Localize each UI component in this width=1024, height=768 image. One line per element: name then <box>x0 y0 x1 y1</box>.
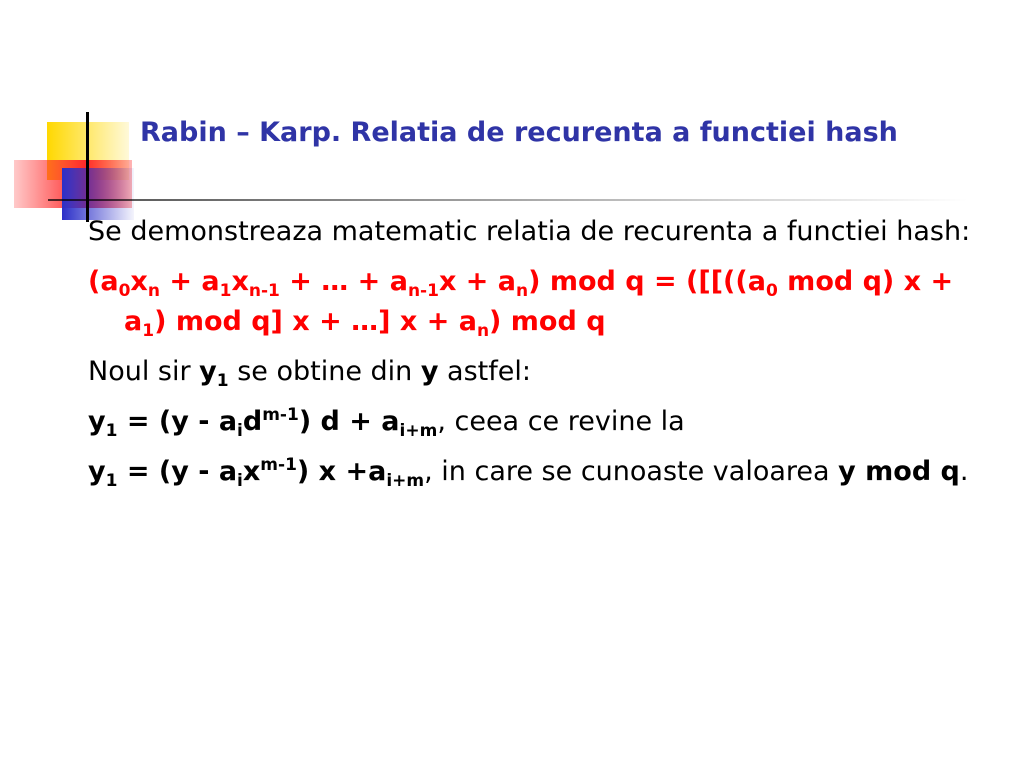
hash-recurrence-formula: ($a_0x_n + a_1x_{n-1}$ + … + $a_{n-1}x + a_n$) mod $q = ([[((a_0$ mod q) $x + a_1$) mod q] x + …] $x + a_n$) mod q <box>88 266 954 341</box>
vertical-divider-line <box>86 112 89 222</box>
intro-paragraph: Se demonstreaza matematic relatia de recurenta a functiei hash: <box>88 216 971 247</box>
slide-title: Rabin – Karp. Relatia de recurenta a functiei hash <box>140 117 898 148</box>
horizontal-divider-line <box>48 199 968 201</box>
slide-body <box>88 212 998 502</box>
equation-y1-x: $y_1 = (y - a_ix^{m-1})$ $x +a_{i+m}$, in care se cunoaste valoarea y mod q. <box>88 455 969 491</box>
equation-y1-d: $y_1 = (y - a_id^{m-1}) d + a_{i+m}$, ceea ce revine la <box>88 405 685 441</box>
new-string-paragraph: Noul sir $y_1$ se obtine din y astfel: <box>88 356 531 391</box>
